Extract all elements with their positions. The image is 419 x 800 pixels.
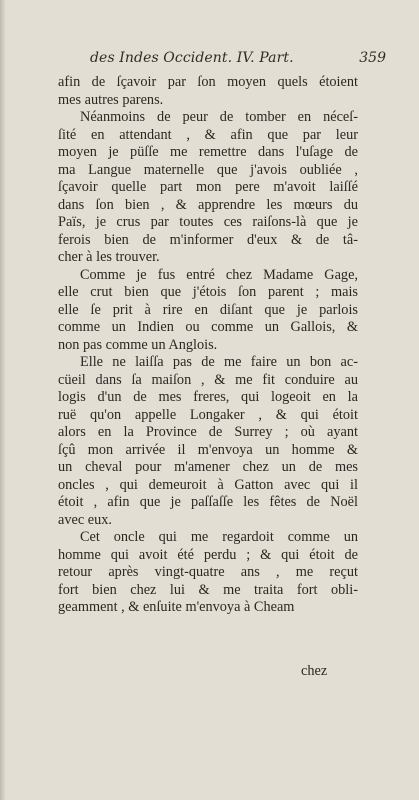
text-line: ſçû mon arrivée il m'envoya un homme & bbox=[58, 441, 358, 458]
text-line: fort bien chez lui & me traita fort obli- bbox=[58, 581, 358, 598]
paragraph bbox=[58, 354, 358, 529]
text-line: Païs, je crus par toutes ces raiſons-là que je bbox=[58, 214, 358, 230]
paragraph bbox=[58, 267, 358, 355]
text-line: étoit , afin que je paſſaſſe les fêtes de Noël bbox=[58, 494, 358, 510]
text-line: ſité en attendant , & afin que par leur bbox=[58, 126, 358, 143]
text-line: moyen je püſſe me remettre dans l'uſage de bbox=[58, 144, 358, 160]
text-line: ſçavoir quelle part mon pere m'avoit laiſſé bbox=[58, 179, 358, 195]
text-line: alors en la Province de Surrey ; où ayant bbox=[58, 424, 358, 440]
text-line: cüeil dans ſa maiſon , & me fit conduire au bbox=[58, 371, 358, 388]
text-line: afin de ſçavoir par ſon moyen quels étoient bbox=[58, 74, 358, 90]
text-line: ruë qu'on appelle Longaker , & qui étoit bbox=[58, 406, 358, 423]
text-line: elle crut bien que j'étois ſon parent ; mais bbox=[58, 284, 358, 300]
catchword: chez bbox=[301, 663, 328, 679]
page-number: 359 bbox=[359, 50, 386, 66]
text-line: Comme je fus entré chez Madame Gage, bbox=[80, 266, 358, 283]
text-line: mes autres parens. bbox=[58, 91, 164, 108]
text-line: avec eux. bbox=[58, 511, 112, 528]
text-line: dans ſon bien , & apprendre les mœurs du bbox=[58, 196, 358, 213]
text-line: Néanmoins de peur de tomber en néceſ- bbox=[80, 109, 358, 125]
text-line: ferois bien de m'informer d'eux & de tâ- bbox=[58, 231, 358, 248]
text-line: comme un Indien ou comme un Gallois, & bbox=[58, 319, 358, 335]
text-line: cher à les trouver. bbox=[58, 249, 160, 265]
text-line: oncles , qui demeuroit à Gatton avec qui il bbox=[58, 476, 358, 493]
text-line: un cheval pour m'amener chez un de mes bbox=[58, 459, 358, 475]
page-header bbox=[64, 50, 386, 72]
text-line: geamment , & enſuite m'envoya à Cheam bbox=[58, 599, 295, 615]
paragraph bbox=[58, 529, 358, 617]
text-line: logis d'un de mes freres, qui logeoit en la bbox=[58, 389, 358, 405]
paragraph bbox=[58, 109, 358, 267]
text-line: Elle ne laiſſa pas de me faire un bon ac- bbox=[80, 354, 358, 370]
text-line: Cet oncle qui me regardoit comme un bbox=[80, 529, 358, 545]
paragraph bbox=[58, 74, 358, 109]
text-line: retour après vingt-quatre ans , me reçut bbox=[58, 564, 358, 580]
text-line: homme qui avoit été perdu ; & qui étoit de bbox=[58, 546, 358, 563]
running-title: des Indes Occident. IV. Part. bbox=[90, 50, 294, 66]
text-line: non pas comme un Anglois. bbox=[58, 336, 218, 353]
text-line: elle ſe prit à rire en diſant que je parlois bbox=[58, 301, 358, 318]
body-text bbox=[58, 74, 358, 617]
text-line: ma Langue maternelle que j'avois oubliée , bbox=[58, 161, 358, 178]
